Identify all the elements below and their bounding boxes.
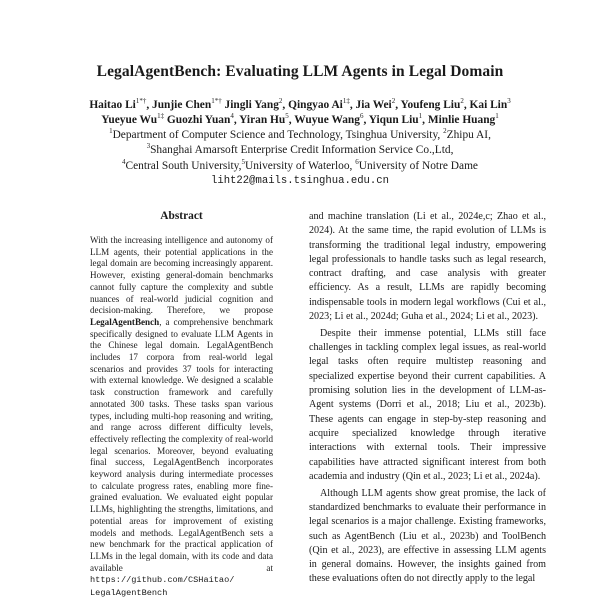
paragraph: and machine translation (Li et al., 2024e,c; Zhao et al., 2024). At the same time, the rapid evolution of LLMs is transforming the traditional legal industry, empowering legal professionals to handle tasks such as legal research, contract drafting, and case analysis with greater efficiency. As a result, LLMs are rapidly becoming indispensable tools in modern legal workflows (Cui et al., 2023; Li et al., 2024d; Guha et al., 2024; Li et al., 2023). <box>309 211 546 323</box>
author-list <box>30 98 570 128</box>
affiliation-block <box>30 128 570 189</box>
right-column-text <box>309 210 546 587</box>
author: , Yiqun Liu$^1$ <box>363 112 423 126</box>
author: Jingli Yang$^2$ <box>221 97 283 111</box>
affiliation-line: $^4$Central South University,$^5$University of Waterloo, $^6$University of Notre Dame <box>121 157 478 172</box>
paper-title: LegalAgentBench: Evaluating LLM Agents in Legal Domain <box>96 63 504 80</box>
paragraph: Although LLM agents show great promise, the lack of standardized benchmarks to evaluate their performance in legal scenarios is a major challenge. Existing frameworks, such as AgentBench (Liu et al., 2023b) and ToolBench (Qin et al., 2023), are effective in assessing LLM agents in general domains. However, the insights gained from these evaluations often do not directly apply to the legal <box>309 487 546 585</box>
author-line-2 <box>30 113 570 128</box>
author: , Jia Wei$^2$ <box>349 97 396 111</box>
repo-link-continued[interactable]: LegalAgentBench <box>90 588 168 599</box>
author: , Kai Lin$^3$ <box>463 97 511 111</box>
author: , Yiran Hu$^5$ <box>233 112 289 126</box>
author: , Minlie Huang$^1$ <box>422 112 499 126</box>
paragraph: Despite their immense potential, LLMs still face challenges in tackling complex legal issues, as real-world legal tasks often require multistep reasoning and specialized expertise beyond their current capabilities. A promising solution lies in the development of LLM-as-Agent systems (Dorri et al., 2018; Liu et al., 2023b). These agents can engage in step-by-step reasoning and acquire specialized knowledge through iterative interactions with external tools. Their impressive capabilities have attracted significant interest from both academia and industry (Qin et al., 2023; Li et al., 2024a). <box>309 327 546 482</box>
affiliation-line: $^3$Shanghai Amarsoft Enterprise Credit Information Service Co.,Ltd, <box>146 142 454 157</box>
author: , Junjie Chen$^{1*\dagger}$ <box>146 97 222 111</box>
author: Haitao $Li^{1*\dagger}$ <box>89 97 147 111</box>
abstract-text: With the increasing intelligence and autonomy of LLM agents, their potential applications in the legal domain are becoming increasingly apparent. However, existing general-domain benchmarks cannot fully capture the complexity and subtle nuances of real-world judicial cognition and decision-making. Therefore, we propose LegalAgentBench, a comprehensive benchmark specifically designed to evaluate LLM Agents in the Chinese legal domain. LegalAgentBench includes 17 corpora from real-world legal scenarios and provides 37 tools for interacting with external knowledge. We designed a scalable task construction framework and carefully annotated 300 tasks. These tasks span various types, including multi-hop reasoning and writing, and range across different difficulty levels, effectively reflecting the complexity of real-world legal scenarios. Moreover, beyond evaluating final success, LegalAgentBench incorporates keyword analysis during intermediate processes to calculate progress rates, enabling more fine-grained evaluation. We evaluated eight popular LLMs, highlighting the strengths, limitations, and potential areas for improvement of existing models and methods. LegalAgentBench sets a new benchmark for the practical application of LLMs in the legal domain, with its code and data available at https://github.com/CSHaitao/ LegalAgentBench <box>90 235 273 599</box>
affiliation-line: $^1$Department of Computer Science and Technology, Tsinghua University, $^2$Zhipu AI, <box>109 127 491 141</box>
author: Yueyue $Wu^{1\ddagger}$ <box>101 112 165 126</box>
author: , Youfeng Liu$^2$ <box>395 97 464 111</box>
repo-link[interactable]: https://github.com/CSHaitao/ <box>90 575 235 586</box>
benchmark-name: LegalAgentBench <box>90 316 160 327</box>
abstract-heading: Abstract <box>160 210 203 222</box>
author-line-1 <box>30 98 570 113</box>
contact-email[interactable]: liht22@mails.tsinghua.edu.cn <box>210 174 389 187</box>
author: Guozhi Yuan$^4$ <box>164 112 234 126</box>
author: , Qingyao $Ai^{1\ddagger}$ <box>282 97 350 111</box>
author: , Wuyue Wang$^6$ <box>288 112 364 126</box>
